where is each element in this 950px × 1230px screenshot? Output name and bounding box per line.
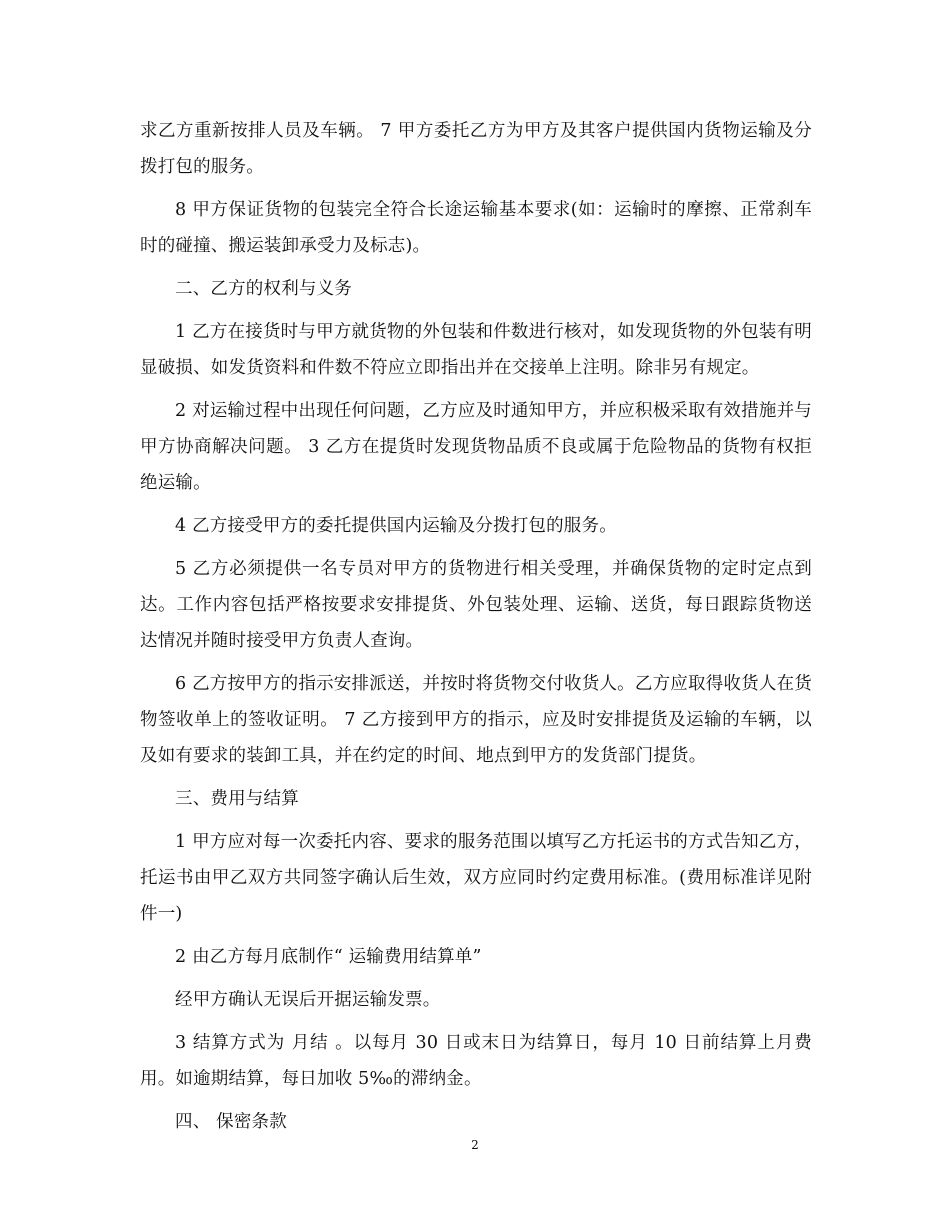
section-heading-party-b-rights: 二、乙方的权利与义务 bbox=[175, 279, 352, 299]
section-heading-confidentiality: 四、 保密条款 bbox=[175, 1112, 287, 1132]
clause-2-invoice: 经甲方确认无误后开据运输发票。 bbox=[175, 990, 441, 1010]
page-number: 2 bbox=[471, 1138, 479, 1152]
clause-2-3-notification: 2 对运输过程中出现任何问题，乙方应及时通知甲方，并应积极采取有效措施并与甲方协商解决问题。 3 乙方在提货时发现货物品质不良或属于危险物品的货物有权拒绝运输。 bbox=[140, 401, 812, 493]
clause-1-consignment: 1 甲方应对每一次委托内容、要求的服务范围以填写乙方托运书的方式告知乙方，托运书由甲乙双方共同签字确认后生效，双方应同时约定费用标准。(费用标准详见附件一) bbox=[140, 832, 812, 924]
clause-6-7-delivery: 6 乙方按甲方的指示安排派送，并按时将货物交付收货人。乙方应取得收货人在货物签收单上的签收证明。 7 乙方接到甲方的指示，应及时安排提货及运输的车辆，以及如有要求的装卸工具，并在约定的时间、地点到甲方的发货部门提货。 bbox=[140, 674, 812, 766]
clause-5-specialist: 5 乙方必须提供一名专员对甲方的货物进行相关受理，并确保货物的定时定点到达。工作内容包括严格按要求安排提货、外包装处理、运输、送货，每日跟踪货物送达情况并随时接受甲方负责人查询。 bbox=[140, 559, 812, 651]
clause-8-packaging: 8 甲方保证货物的包装完全符合长途运输基本要求(如：运输时的摩擦、正常刹车时的碰撞、搬运装卸承受力及标志)。 bbox=[140, 200, 812, 256]
clause-4-service: 4 乙方接受甲方的委托提供国内运输及分拨打包的服务。 bbox=[175, 516, 617, 536]
section-heading-fees: 三、费用与结算 bbox=[175, 789, 299, 809]
document-body bbox=[140, 113, 812, 1147]
clause-1-inspection: 1 乙方在接货时与甲方就货物的外包装和件数进行核对，如发现货物的外包装有明显破损、如发货资料和件数不符应立即指出并在交接单上注明。除非另有规定。 bbox=[140, 322, 812, 378]
clause-3-settlement: 3 结算方式为 月结 。以每月 30 日或末日为结算日，每月 10 日前结算上月费用。如逾期结算，每日加收 5‰的滞纳金。 bbox=[140, 1033, 812, 1089]
clause-2-statement: 2 由乙方每月底制作“ 运输费用结算单” bbox=[175, 947, 482, 967]
paragraph-continuation: 求乙方重新按排人员及车辆。 7 甲方委托乙方为甲方及其客户提供国内货物运输及分拨打包的服务。 bbox=[140, 121, 812, 177]
